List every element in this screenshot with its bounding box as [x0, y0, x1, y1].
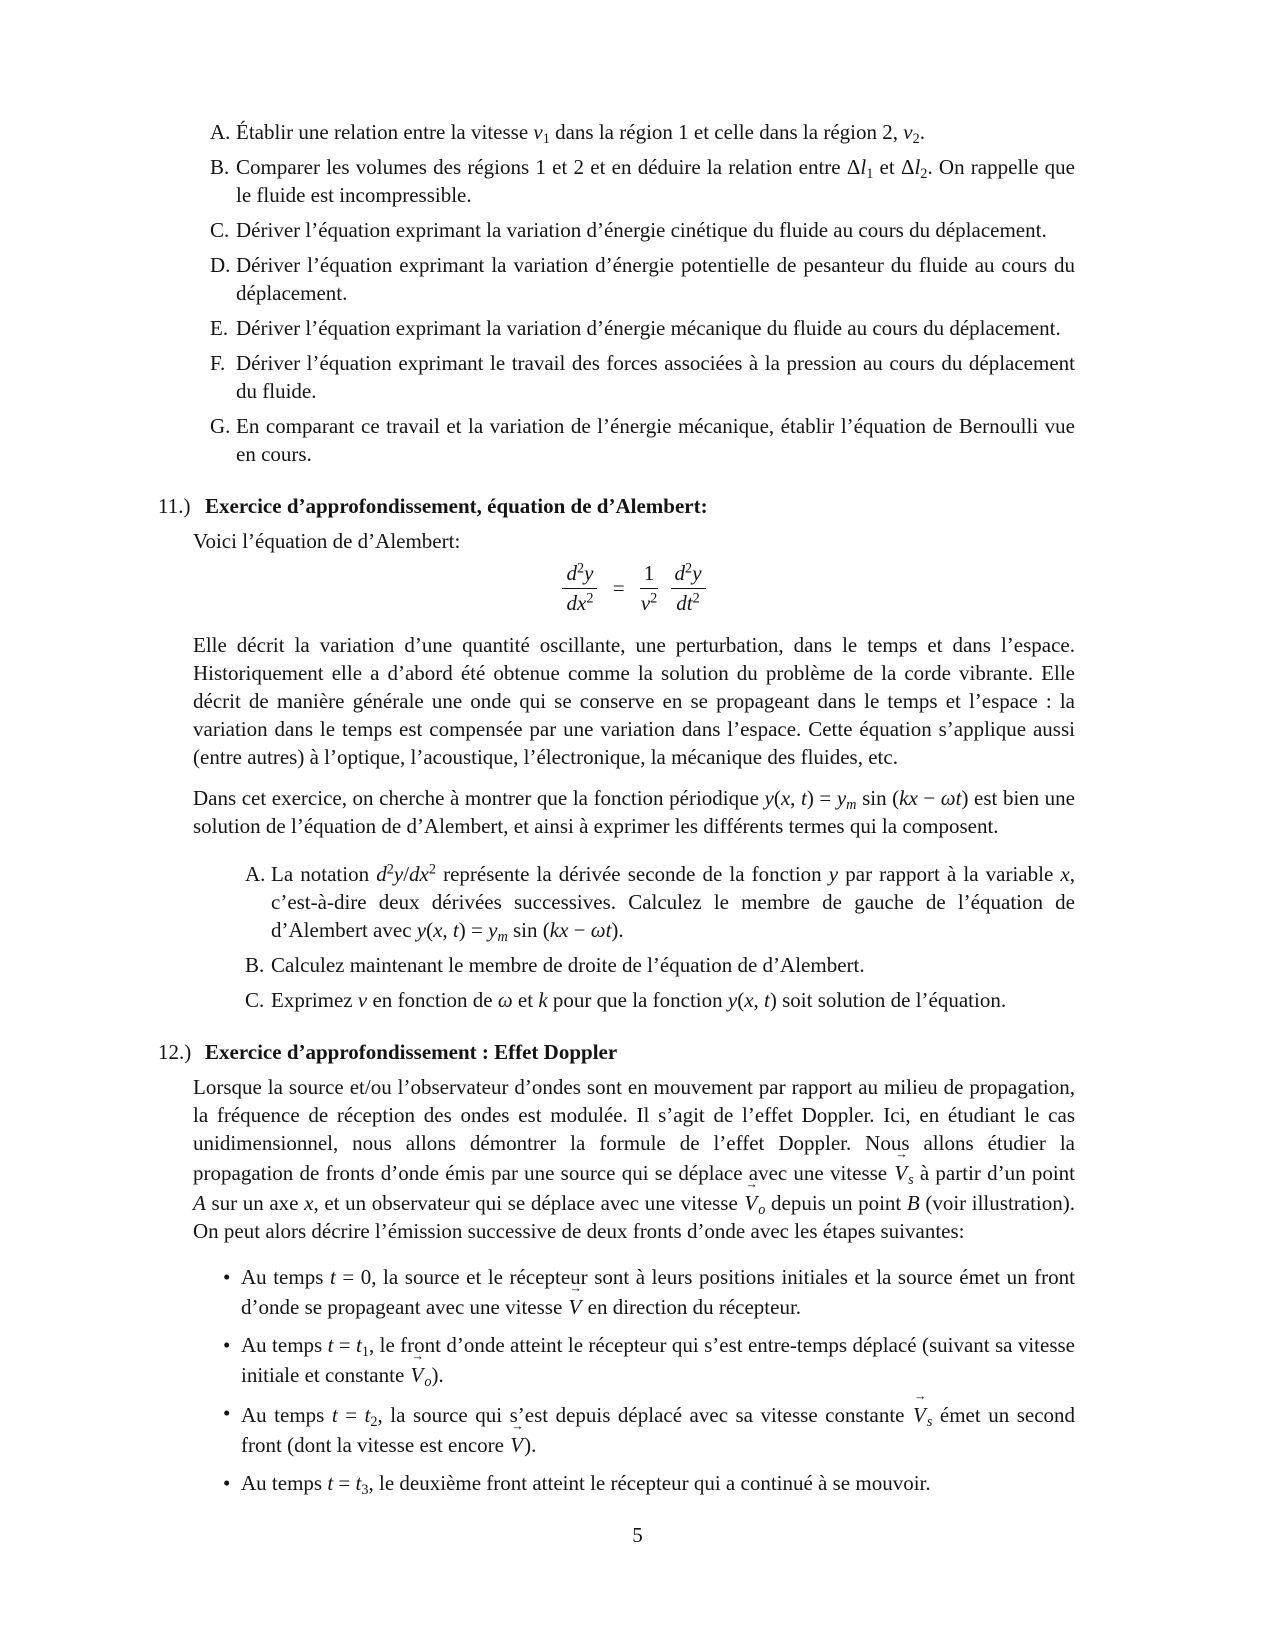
- fluid-question-list: [158, 118, 1075, 468]
- equation-lead-text: Voici l’équation de d’Alembert:: [193, 529, 461, 553]
- paragraph: Elle décrit la variation d’une quantité oscillante, une perturbation, dans le temps et dans l’espace. Historiquement elle a d’abord été obtenue comme la solution du problème de la corde vibrante. Elle décrit de manière générale une onde qui se conserve en se propageant dans le temps et l’espace : la variation dans le temps est compensée par une variation dans l’espace. Cette équation s’applique aussi (entre autres) à l’optique, l’acoustique, l’électronique, la mécanique des fluides, etc.: [193, 633, 1075, 769]
- bullet-icon: •: [223, 1333, 231, 1357]
- item-text: Au temps $t = t_3$, le deuxième front atteint le récepteur qui a continué à se mouvoir.: [241, 1471, 931, 1498]
- exercise-12: [158, 1038, 1075, 1497]
- list-item: [210, 314, 1075, 342]
- exercise-11-heading: [158, 492, 1075, 520]
- item-label: D.: [210, 253, 231, 277]
- fraction-denominator: $v^2$: [640, 590, 658, 615]
- exercise-title: Exercice d’approfondissement : Effet Doppler: [205, 1040, 618, 1064]
- item-label: B.: [210, 155, 230, 179]
- list-item: [210, 216, 1075, 244]
- item-text: Calculez maintenant le membre de droite de l’équation de d’Alembert.: [271, 953, 865, 977]
- page-number: 5: [632, 1523, 643, 1547]
- exercise-11-body: [193, 527, 1075, 1014]
- item-text: Comparer les volumes des régions 1 et 2 et en déduire la relation entre $\Delta l_1$ et $\Delta l_2$. On rappelle que le fluide est incompressible.: [236, 155, 1075, 207]
- exercise-12-body: [193, 1073, 1075, 1497]
- list-item: [223, 1399, 1075, 1459]
- list-item: [210, 118, 1075, 146]
- item-label: A.: [245, 862, 266, 886]
- list-item: [210, 412, 1075, 468]
- bullet-icon: •: [223, 1471, 231, 1495]
- item-label: F.: [210, 351, 226, 375]
- fraction-denominator: $dt^2$: [676, 590, 700, 615]
- dalembert-equation: [193, 561, 1075, 615]
- item-text: Au temps $t = t_2$, la source qui s’est depuis déplacé avec sa vitesse constante → $V_s$ émet un second front (dont la vitesse est encore → V).: [241, 1399, 1075, 1459]
- list-item: [223, 1263, 1075, 1321]
- item-label: E.: [210, 316, 229, 340]
- exercise-number: 12.): [158, 1040, 192, 1064]
- item-text: En comparant ce travail et la variation de l’énergie mécanique, établir l’équation de Bernoulli vue en cours.: [236, 414, 1075, 466]
- equals-sign: =: [612, 576, 625, 600]
- item-text: Exprimez v en fonction de ω et k pour que la fonction y(x, t) soit solution de l’équation.: [271, 988, 1007, 1012]
- item-label: B.: [245, 953, 265, 977]
- item-text: Au temps $t = t_1$, le front d’onde atteint le récepteur qui s’est entre-temps déplacé (suivant sa vitesse initiale et constante → $V_o$).: [241, 1331, 1075, 1389]
- bullet-icon: •: [223, 1265, 231, 1289]
- fraction-numerator: $d^2y$: [562, 561, 597, 589]
- fraction-coefficient: [640, 561, 659, 615]
- exercise-number: 11.): [158, 494, 191, 518]
- item-text: Dériver l’équation exprimant la variation d’énergie mécanique du fluide au cours du déplacement.: [236, 316, 1061, 340]
- fraction-lhs: [562, 561, 597, 615]
- list-item: [245, 860, 1075, 944]
- list-item: [210, 251, 1075, 307]
- exercise-11: [158, 492, 1075, 1014]
- fraction-denominator: $dx^2$: [566, 590, 594, 615]
- item-text: Établir une relation entre la vitesse $v_1$ dans la région 1 et celle dans la région 2, $v_2$.: [236, 120, 925, 147]
- fraction-numerator: 1: [640, 561, 659, 589]
- item-label: G.: [210, 414, 231, 438]
- item-label: C.: [245, 988, 265, 1012]
- item-text: Dériver l’équation exprimant la variation d’énergie potentielle de pesanteur du fluide au cours du déplacement.: [236, 253, 1075, 305]
- item-text: Au temps t = 0, la source et le récepteur sont à leurs positions initiales et la source émet un front d’onde se propageant avec une vitesse → V en direction du récepteur.: [241, 1263, 1075, 1321]
- list-item: [223, 1331, 1075, 1389]
- list-item: [245, 986, 1075, 1014]
- paragraph: Dans cet exercice, on cherche à montrer que la fonction périodique y(x, $t) = y_m$ sin (kx − ωt) est bien une solution de l’équation de d’Alembert, et ainsi à exprimer les différents termes qui la composent.: [193, 786, 1075, 838]
- exercise-title: Exercice d’approfondissement, équation de d’Alembert:: [205, 494, 708, 518]
- fraction-numerator: $d^2y$: [671, 561, 706, 589]
- item-text: La notation $d^2y/dx^2$ représente la dérivée seconde de la fonction y par rapport à la variable x, c’est-à-dire deux dérivées successives. Calculez le membre de gauche de l’équation de d’Alembert avec y(x, $t) = y_m$ sin (kx − ωt).: [271, 861, 1075, 945]
- exercise-12-heading: [158, 1038, 1075, 1066]
- item-text: Dériver l’équation exprimant le travail des forces associées à la pression au cours du déplacement du fluide.: [236, 351, 1075, 403]
- doppler-steps-list: [193, 1263, 1075, 1497]
- fraction-rhs: [671, 561, 706, 615]
- bullet-icon: •: [223, 1401, 231, 1425]
- paragraph: Lorsque la source et/ou l’observateur d’ondes sont en mouvement par rapport au milieu de propagation, la fréquence de réception des ondes est modulée. Il s’agit de l’effet Doppler. Ici, en étudiant le cas unidimensionnel, nous allons démontrer la formule de l’effet Doppler. Nous allons étudier la propagation de fronts d’onde émis par une source qui se déplace avec une vitesse → $V_s$ à partir d’un point A sur un axe x, et un observateur qui se déplace avec une vitesse → $V_o$ depuis un point B (voir illustration). On peut alors décrire l’émission successive de deux fronts d’onde avec les étapes suivantes:: [193, 1073, 1075, 1245]
- list-item: [223, 1469, 1075, 1497]
- list-item: [210, 153, 1075, 209]
- list-item: [245, 951, 1075, 979]
- exercise-11-question-list: [193, 860, 1075, 1014]
- list-item: [210, 349, 1075, 405]
- item-label: C.: [210, 218, 230, 242]
- item-label: A.: [210, 120, 231, 144]
- item-text: Dériver l’équation exprimant la variation d’énergie cinétique du fluide au cours du déplacement.: [236, 218, 1047, 242]
